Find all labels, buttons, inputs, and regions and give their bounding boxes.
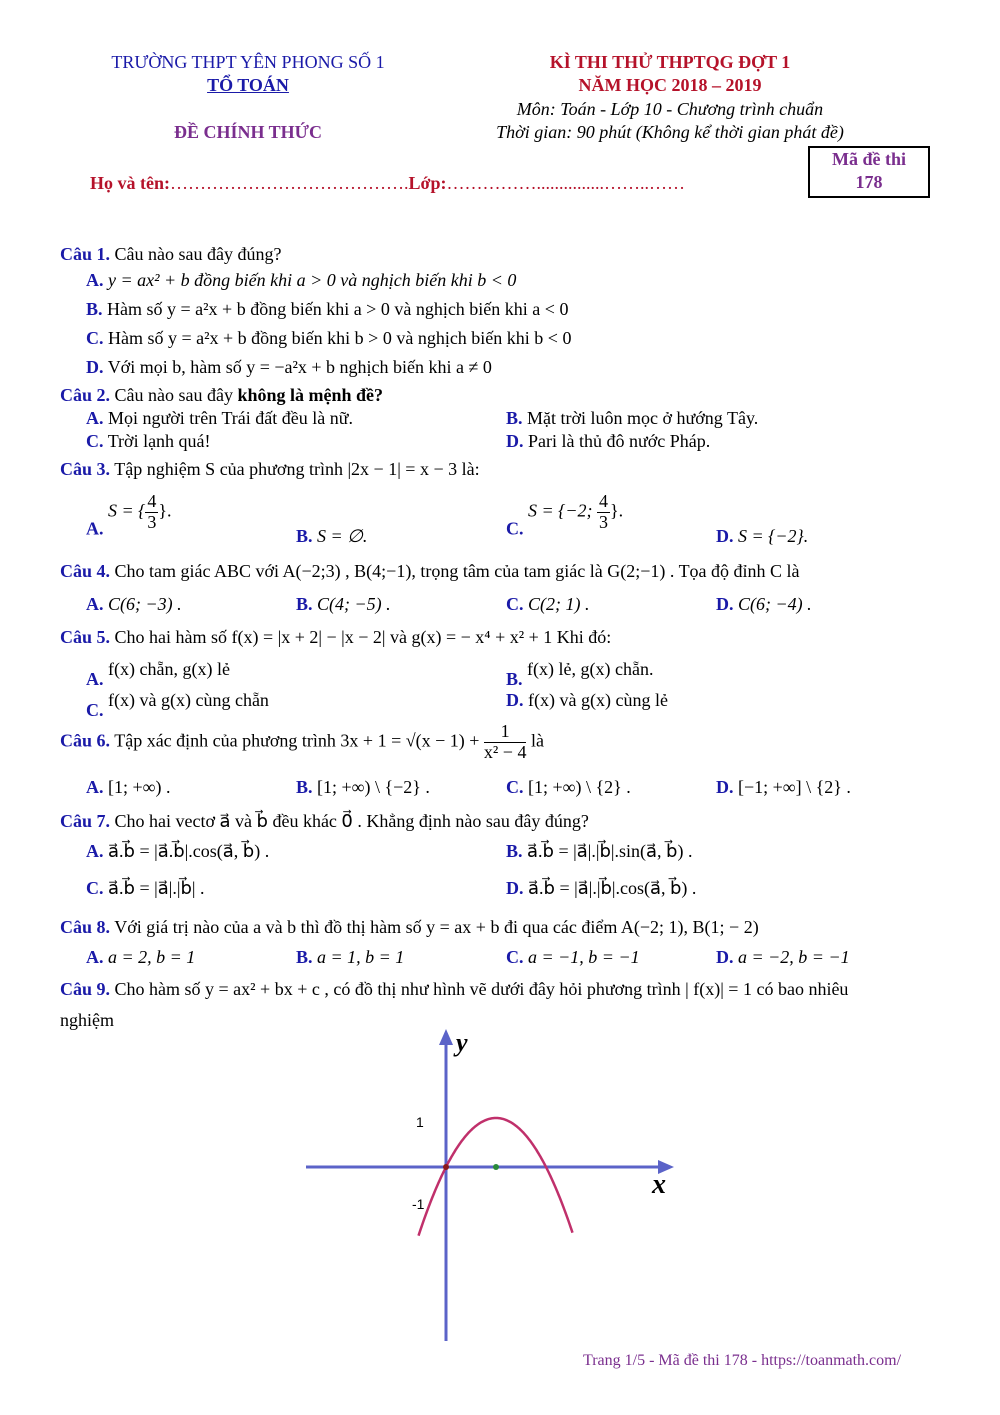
q2-option-a[interactable] — [86, 408, 353, 429]
option-letter: A. — [86, 408, 104, 428]
q3-option-d[interactable] — [716, 526, 808, 547]
question-text: Với giá trị nào của a và b thì đồ thị hàm số y = ax + b đi qua các điểm A(−2; 1), B(1; − 2) — [114, 917, 759, 937]
option-letter: C. — [86, 700, 104, 720]
option-text: [1; +∞) \ {2} . — [528, 777, 631, 797]
class-label: Lớp: — [408, 173, 447, 193]
option-text: Trời lạnh quá! — [107, 431, 211, 451]
question-1 — [60, 244, 281, 265]
denominator: 3 — [599, 511, 608, 532]
exam-title: KÌ THI THỬ THPTQG ĐỢT 1 — [549, 52, 791, 72]
y-axis-arrow — [439, 1029, 453, 1045]
question-label: Câu 8. — [60, 917, 111, 937]
option-text: f(x) chẵn, g(x) lẻ — [108, 659, 230, 679]
option-text: y = ax² + b đồng biến khi a > 0 và nghịch biến khi b < 0 — [108, 270, 517, 290]
q8-option-d[interactable] — [716, 947, 850, 968]
option-text: }. — [610, 500, 624, 521]
option-letter: C. — [86, 328, 104, 348]
subject-line: Môn: Toán - Lớp 10 - Chương trình chuẩn — [516, 99, 824, 119]
option-letter: D. — [716, 526, 734, 546]
q2-option-c[interactable] — [86, 431, 211, 452]
q1-option-a[interactable] — [86, 270, 516, 291]
q8-option-b[interactable] — [296, 947, 404, 968]
option-text: a⃗.b⃗ = |a⃗|.|b⃗| . — [108, 878, 205, 898]
fraction — [597, 492, 610, 533]
q3-option-a[interactable] — [86, 492, 172, 539]
option-text: a = 1, b = 1 — [317, 947, 405, 967]
option-letter: A. — [86, 841, 104, 861]
option-letter: B. — [86, 299, 103, 319]
option-text: C(2; 1) . — [528, 594, 590, 614]
question-text: Cho hai hàm số f(x) = |x + 2| − |x − 2| và g(x) = − x⁴ + x² + 1 Khi đó: — [114, 627, 612, 647]
option-text: C(6; −4) . — [738, 594, 812, 614]
option-letter: C. — [86, 431, 104, 451]
question-text: Câu nào sau đây đúng? — [114, 244, 282, 264]
question-2 — [60, 385, 383, 406]
question-label: Câu 4. — [60, 561, 111, 581]
class-dots[interactable]: ……………...............……..…… — [446, 173, 685, 193]
q2-option-d[interactable] — [506, 431, 710, 452]
option-letter: D. — [716, 777, 734, 797]
q4-option-a[interactable] — [86, 594, 182, 615]
q3-option-b[interactable] — [296, 526, 367, 547]
option-text: Mọi người trên Trái đất đều là nữ. — [108, 408, 354, 428]
q5-option-d[interactable] — [506, 690, 668, 711]
option-text: S = {−2}. — [738, 526, 809, 546]
parabola-curve — [419, 1118, 573, 1236]
option-letter: C. — [506, 947, 524, 967]
option-text: C(4; −5) . — [317, 594, 391, 614]
option-text: [1; +∞) \ {−2} . — [317, 777, 430, 797]
question-7 — [60, 811, 589, 832]
option-letter: D. — [86, 357, 104, 377]
option-text: }. — [158, 500, 172, 521]
time-line: Thời gian: 90 phút (Không kể thời gian phát đề) — [496, 122, 844, 142]
option-text: C(6; −3) . — [108, 594, 182, 614]
exam-code-label: Mã đề thi — [832, 149, 906, 169]
fraction — [484, 722, 527, 763]
parabola-graph — [300, 1025, 680, 1345]
option-letter: C. — [506, 777, 524, 797]
option-text: [−1; +∞] \ {2} . — [738, 777, 851, 797]
option-letter: A. — [86, 947, 104, 967]
option-letter: D. — [716, 594, 734, 614]
denominator: x² − 4 — [483, 741, 527, 762]
school-year: NĂM HỌC 2018 – 2019 — [578, 75, 762, 95]
q6-option-c[interactable] — [506, 777, 631, 798]
root-point-origin — [443, 1164, 449, 1170]
option-text: a⃗.b⃗ = |a⃗|.|b⃗|.sin(a⃗, b⃗) . — [527, 841, 693, 861]
option-text: Với mọi b, hàm số y = −a²x + b nghịch biến khi a ≠ 0 — [107, 357, 492, 377]
option-letter: C. — [506, 518, 524, 539]
option-letter: A. — [86, 594, 104, 614]
question-label: Câu 9. — [60, 979, 111, 999]
q7-option-c[interactable] — [86, 878, 204, 899]
option-text: a = 2, b = 1 — [108, 947, 196, 967]
question-4 — [60, 561, 800, 582]
option-text: a⃗.b⃗ = |a⃗|.|b⃗|.cos(a⃗, b⃗) . — [528, 878, 697, 898]
q4-option-c[interactable] — [506, 594, 590, 615]
q3-option-c[interactable] — [506, 492, 623, 539]
q1-option-c[interactable] — [86, 328, 571, 349]
exam-code: 178 — [855, 172, 883, 192]
exam-code-box — [808, 146, 930, 198]
q7-option-a[interactable] — [86, 841, 269, 862]
question-label: Câu 2. — [60, 385, 111, 405]
q7-option-d[interactable] — [506, 878, 696, 899]
official-label: ĐỀ CHÍNH THỨC — [173, 122, 323, 142]
name-dots[interactable]: …………………………………. — [170, 173, 409, 193]
option-letter: B. — [296, 526, 313, 546]
school-name: TRƯỜNG THPT YÊN PHONG SỐ 1 — [111, 52, 385, 72]
option-letter: B. — [506, 841, 523, 861]
q2-option-b[interactable] — [506, 408, 758, 429]
option-text: Pari là thủ đô nước Pháp. — [528, 431, 711, 451]
denominator: 3 — [147, 511, 157, 532]
vertex-projection-point — [493, 1164, 499, 1170]
option-letter: B. — [296, 777, 313, 797]
q8-option-c[interactable] — [506, 947, 640, 968]
question-6 — [60, 722, 544, 763]
question-8 — [60, 917, 759, 938]
q5-option-a[interactable] — [86, 659, 230, 690]
question-text-bold: không là mệnh đề? — [237, 385, 384, 405]
question-text: là — [526, 730, 544, 751]
option-letter: A. — [86, 518, 104, 539]
page-footer: Trang 1/5 - Mã đề thi 178 - https://toanmath.com/ — [583, 1352, 902, 1369]
q8-option-a[interactable] — [86, 947, 195, 968]
option-letter: D. — [506, 431, 524, 451]
option-text: S = { — [108, 500, 146, 521]
question-label: Câu 7. — [60, 811, 111, 831]
question-label: Câu 3. — [60, 459, 111, 479]
axes — [306, 1029, 674, 1341]
option-letter: A. — [86, 777, 104, 797]
option-letter: A. — [86, 270, 104, 290]
department: TỔ TOÁN — [207, 75, 289, 95]
q5-option-b[interactable] — [506, 659, 653, 690]
tick-label-neg1: -1 — [412, 1196, 425, 1212]
option-text: S = ∅. — [317, 526, 368, 546]
y-axis-label: y — [456, 1028, 468, 1057]
option-text: Hàm số y = a²x + b đồng biến khi b > 0 và nghịch biến khi b < 0 — [108, 328, 572, 348]
option-text: f(x) và g(x) cùng chẵn — [108, 690, 269, 710]
option-text: Hàm số y = a²x + b đồng biến khi a > 0 và nghịch biến khi a < 0 — [107, 299, 569, 319]
q1-option-b[interactable] — [86, 299, 568, 320]
option-letter: D. — [506, 690, 524, 710]
option-text: f(x) và g(x) cùng lẻ — [528, 690, 668, 710]
fraction — [145, 492, 158, 533]
q4-option-b[interactable] — [296, 594, 391, 615]
question-text: Tập nghiệm S của phương trình |2x − 1| = x − 3 là: — [114, 459, 480, 479]
option-text: [1; +∞) . — [108, 777, 171, 797]
question-9 — [60, 979, 848, 1000]
q1-option-d[interactable] — [86, 357, 492, 378]
option-text: Mặt trời luôn mọc ở hướng Tây. — [527, 408, 759, 428]
q6-option-b[interactable] — [296, 777, 430, 798]
question-text: Cho tam giác ABC với A(−2;3) , B(4;−1), trọng tâm của tam giác là G(2;−1) . Tọa độ đỉnh C là — [114, 561, 800, 581]
option-text: f(x) lẻ, g(x) chẵn. — [527, 659, 654, 679]
q5-option-c[interactable] — [86, 690, 269, 721]
q7-option-b[interactable] — [506, 841, 692, 862]
option-letter: C. — [506, 594, 524, 614]
numerator: 4 — [599, 491, 608, 511]
option-text: a = −1, b = −1 — [528, 947, 640, 967]
q6-option-d[interactable] — [716, 777, 851, 798]
option-text: S = {−2; — [528, 500, 597, 521]
question-text: Câu nào sau đây — [114, 385, 238, 405]
option-letter: C. — [86, 878, 104, 898]
q4-option-d[interactable] — [716, 594, 812, 615]
option-letter: D. — [506, 878, 524, 898]
option-text: a⃗.b⃗ = |a⃗.b⃗|.cos(a⃗, b⃗) . — [108, 841, 270, 861]
option-letter: B. — [296, 594, 313, 614]
question-label: Câu 6. — [60, 730, 111, 751]
option-letter: B. — [506, 408, 523, 428]
question-label: Câu 1. — [60, 244, 111, 264]
numerator: 4 — [147, 491, 157, 511]
option-letter: A. — [86, 669, 104, 689]
question-label: Câu 5. — [60, 627, 111, 647]
name-label: Họ và tên: — [90, 173, 170, 193]
option-letter: B. — [506, 669, 523, 689]
question-text: Cho hai vectơ a⃗ và b⃗ đều khác 0⃗ . Khẳng định nào sau đây đúng? — [114, 811, 589, 831]
x-axis-label: x — [652, 1169, 666, 1200]
question-3 — [60, 459, 480, 480]
option-letter: B. — [296, 947, 313, 967]
numerator: 1 — [484, 722, 527, 743]
question-5 — [60, 627, 611, 648]
question-text: Cho hàm số y = ax² + bx + c , có đồ thị như hình vẽ dưới đây hỏi phương trình | f(x)| = 1 có bao nhiêu — [114, 979, 849, 999]
tick-label-1: 1 — [416, 1114, 424, 1130]
name-line — [90, 173, 685, 194]
question-text: Tập xác định của phương trình 3x + 1 = √(x − 1) + — [114, 730, 484, 751]
option-text: a = −2, b = −1 — [738, 947, 850, 967]
q6-option-a[interactable] — [86, 777, 170, 798]
option-letter: D. — [716, 947, 734, 967]
question-9-text2: nghiệm — [60, 1010, 114, 1030]
